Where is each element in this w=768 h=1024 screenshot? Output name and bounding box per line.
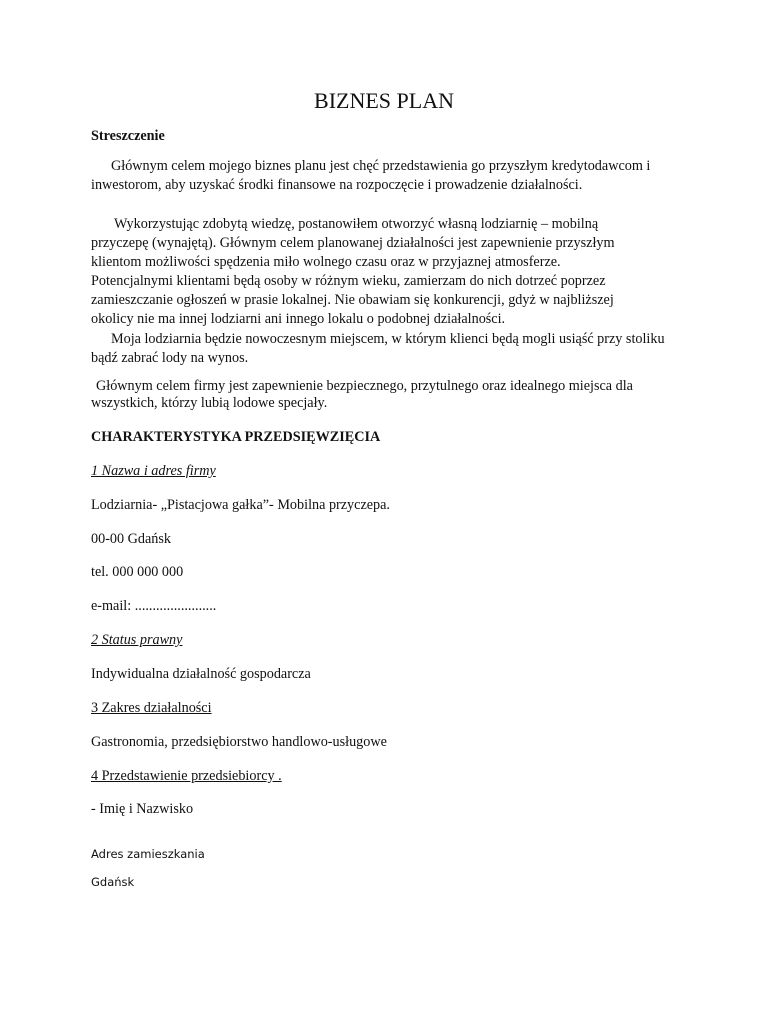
summary-paragraph-1 <box>91 157 691 195</box>
business-scope: Gastronomia, przedsiębiorstwo handlowo-usługowe <box>91 734 387 750</box>
summary-paragraph-3 <box>91 330 691 368</box>
paragraph-2-line: przyczepę (wynajętą). Głównym celem planowanej działalności jest zapewnienie przyszłym <box>91 235 615 251</box>
summary-paragraph-4 <box>91 378 681 412</box>
paragraph-4-text: Głównym celem firmy jest zapewnienie bezpiecznego, przytulnego oraz idealnego miejsca dla wszystkich, którzy lubią lodowe specjały. <box>91 378 633 411</box>
company-phone: tel. 000 000 000 <box>91 564 184 580</box>
document-title: BIZNES PLAN <box>314 88 454 113</box>
paragraph-2-line: zamieszczanie ogłoszeń w prasie lokalnej. Nie obawiam się konkurencji, gdyż w najbliższej <box>91 292 614 308</box>
residence-label: Adres zamieszkania <box>91 847 205 861</box>
summary-heading: Streszczenie <box>91 128 165 144</box>
section-1-heading: 1 Nazwa i adres firmy <box>91 463 216 479</box>
company-name: Lodziarnia- „Pistacjowa gałka”- Mobilna przyczepa. <box>91 497 390 513</box>
residence-city: Gdańsk <box>91 875 135 889</box>
paragraph-2-line: Potencjalnymi klientami będą osoby w różnym wieku, zamierzam do nich dotrzeć poprzez <box>91 273 606 289</box>
paragraph-3-text: Moja lodziarnia będzie nowoczesnym miejscem, w którym klienci będą mogli usiąść przy stoliku bądź zabrać lody na wynos. <box>91 331 665 366</box>
owner-name: - Imię i Nazwisko <box>91 801 194 817</box>
characteristics-heading: CHARAKTERYSTYKA PRZEDSIĘWZIĘCIA <box>91 429 381 445</box>
company-address: 00-00 Gdańsk <box>91 531 171 547</box>
legal-status: Indywidualna działalność gospodarcza <box>91 666 311 682</box>
section-4-heading: 4 Przedstawienie przedsiebiorcy . <box>91 768 282 784</box>
paragraph-2-line: klientom możliwości spędzenia miło wolnego czasu oraz w przyjaznej atmosferze. <box>91 254 561 270</box>
section-2-heading: 2 Status prawny <box>91 632 183 648</box>
section-3-heading: 3 Zakres działalności <box>91 700 212 716</box>
company-email: e-mail: ....................... <box>91 598 217 614</box>
paragraph-2-line: Wykorzystując zdobytą wiedzę, postanowiłem otworzyć własną lodziarnię – mobilną <box>114 216 599 232</box>
paragraph-1-text: Głównym celem mojego biznes planu jest chęć przedstawienia go przyszłym kredytodawcom i inwestorom, aby uzyskać środki finansowe na rozpoczęcie i prowadzenie działalności. <box>91 158 651 193</box>
paragraph-2-line: okolicy nie ma innej lodziarni ani innego lokalu o podobnej działalności. <box>91 311 506 327</box>
summary-paragraph-2 <box>91 215 711 329</box>
